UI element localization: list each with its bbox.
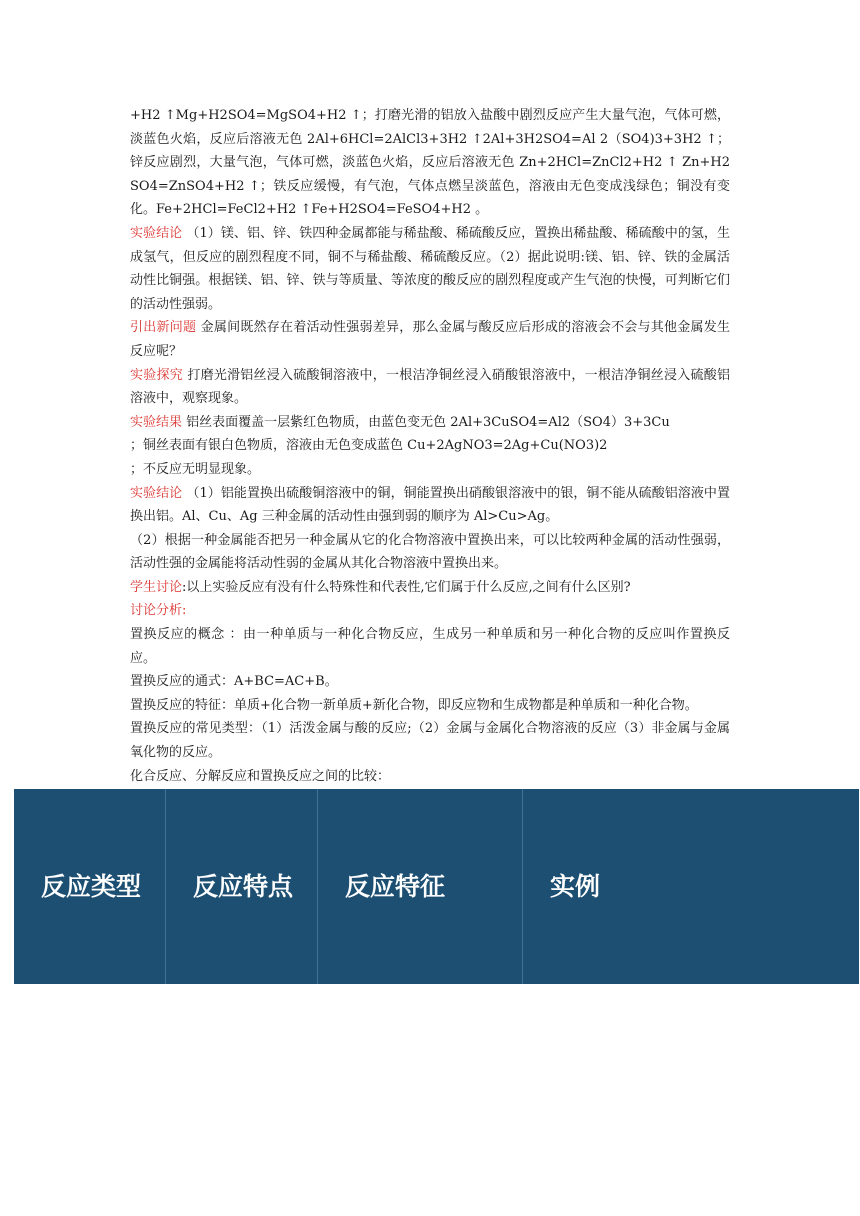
section-label: 实验探究: [130, 367, 183, 383]
paragraph-new-question: 引出新问题 金属间既然存在着活动性强弱差异，那么金属与酸反应后形成的溶液会不会与其他金属发生反应呢？: [130, 320, 730, 359]
paragraph-discussion: 学生讨论:以上实验反应有没有什么特殊性和代表性,它们属于什么反应,之间有什么区别?: [130, 579, 631, 595]
paragraph-feature: 置换反应的特征：单质+化合物一新单质+新化合物，即反应物和生成物都是种单质和一种化合物。: [130, 697, 698, 713]
paragraph-conclusion-2: 实验结论 （1）铝能置换出硫酸铜溶液中的铜，铜能置换出硝酸银溶液中的银，铜不能从硫酸铝溶液中置换出铝。Al、Cu、Ag 三种金属的活动性由强到弱的顺序为 Al>Cu>Ag。: [130, 485, 730, 525]
document-body: [130, 104, 730, 788]
header-cell-reaction-traits: 反应特点: [193, 871, 294, 901]
section-label: 学生讨论: [130, 579, 183, 595]
paragraph-experiment: 实验探究 打磨光滑铝丝浸入硫酸铜溶液中，一根洁净铜丝浸入硝酸银溶液中，一根洁净铜丝浸入硫酸铝溶液中，观察现象。: [130, 367, 730, 407]
paragraph-conclusion-2b: （2）根据一种金属能否把另一种金属从它的化合物溶液中置换出来，可以比较两种金属的活动性强弱，活动性强的金属能将活动性弱的金属从其化合物溶液中置换出来。: [130, 532, 730, 572]
section-label: 实验结论: [130, 485, 183, 501]
paragraph-result: 实验结果 铝丝表面覆盖一层紫红色物质，由蓝色变无色 2Al+3CuSO4=Al2（SO4）3+3Cu: [130, 414, 670, 430]
paragraph-formula: 置换反应的通式：A+BC=AC+B。: [130, 674, 338, 690]
paragraph-reactions: +H2 ↑Mg+H2SO4=MgSO4+H2 ↑；打磨光滑的铝放入盐酸中剧烈反应产生大量气泡，气体可燃，淡蓝色火焰，反应后溶液无色 2Al+6HCl=2AlCl3+3H2 ↑2Al+3H2SO4=Al 2（SO4)3+3H2 ↑；锌反应剧烈，大量气泡，气体可燃，淡蓝色火焰，反应后溶液无色 Zn+2HCl=ZnCl2+H2 ↑ Zn+H2SO4=ZnSO4+H2 ↑；铁反应缓慢，有气泡，气体点燃呈淡蓝色，溶液由无色变成浅绿色；铜没有变化。Fe+2HCl=FeCl2+H2 ↑Fe+H2SO4=FeSO4+H2 。: [130, 108, 730, 218]
paragraph-types: 置换反应的常见类型：（1）活泼金属与酸的反应;（2）金属与金属化合物溶液的反应（3）非金属与金属氧化物的反应。: [130, 721, 730, 761]
section-label: 引出新问题: [130, 320, 197, 336]
comparison-table-header: [14, 789, 859, 984]
section-label: 讨论分析: [130, 603, 183, 619]
header-cell-reaction-features: 反应特征: [345, 871, 446, 901]
paragraph-definition: 置换反应的概念 ：由一种单质与一种化合物反应，生成另一种单质和另一种化合物的反应叫作置换反应。: [130, 627, 730, 666]
paragraph-conclusion-1: 实验结论 （1）镁、铝、锌、铁四种金属都能与稀盐酸、稀硫酸反应，置换出稀盐酸、稀硫酸中的氢，生成氢气，但反应的剧烈程度不同，铜不与稀盐酸、稀硫酸反应。（2）据此说明:镁、铝、锌、铁的金属活动性比铜强。根据镁、铝、锌、铁与等质量、等浓度的酸反应的剧烈程度或产生气泡的快慢，可判断它们的活动性强弱。: [130, 225, 730, 312]
header-cell-examples: 实例: [550, 871, 601, 901]
paragraph-analysis: 讨论分析:: [130, 603, 187, 619]
header-cell-reaction-type: 反应类型: [41, 871, 142, 901]
paragraph-comparison: 化合反应、分解反应和置换反应之间的比较：: [130, 768, 391, 784]
paragraph-result-copper: ；铜丝表面有银白色物质，溶液由无色变成蓝色 Cu+2AgNO3=2Ag+Cu(NO3)2: [130, 438, 608, 454]
paragraph-result-none: ；不反应无明显现象。: [130, 461, 261, 477]
section-label: 实验结论: [130, 225, 183, 241]
section-label: 实验结果: [130, 414, 183, 430]
